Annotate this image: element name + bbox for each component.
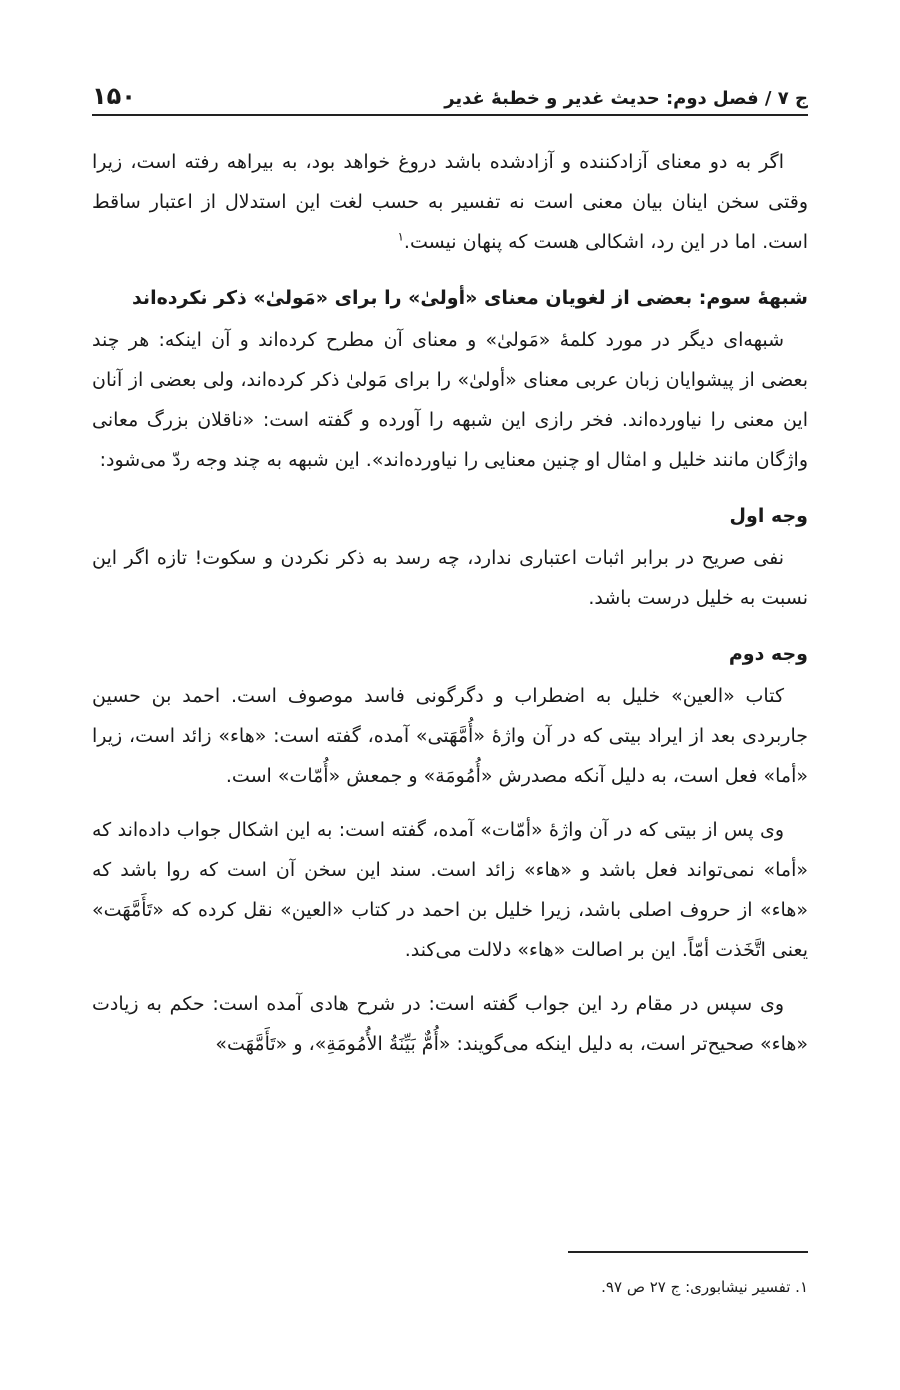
paragraph: شبهه‌ای دیگر در مورد کلمهٔ «مَولیٰ» و معنای آن مطرح کرده‌اند و آن اینکه: هر چند بعضی از پیشوایان زبان عربی معنای «أولیٰ» را برای مَولیٰ ذکر کرده‌اند، ولی بعضی از آنان این معنی را نیاورده‌اند. فخر رازی این شبهه را آورده و گفته است: «ناقلان بزرگ معانی واژگان مانند خلیل و امثال او چنین معنایی را نیاورده‌اند». این شبهه به چند وجه ردّ می‌شود: bbox=[92, 329, 808, 471]
footnote: ۱. تفسیر نیشابوری: ج ۲۷ ص ۹۷. bbox=[601, 1278, 808, 1296]
paragraph-text: اگر به دو معنای آزادکننده و آزادشده باشد دروغ خواهد بود، به بیراهه رفته است، زیرا وقتی سخن اینان بیان معنی است نه تفسیر به حسب لغت این استدلال از اعتبار ساقط است. اما در این رد، اشکالی هست که پنهان نیست. bbox=[92, 151, 808, 253]
footnote-divider bbox=[568, 1251, 808, 1253]
paragraph: نفی صریح در برابر اثبات اعتباری ندارد، چه رسد به ذکر نکردن و سکوت! تازه اگر این نسبت به خلیل درست باشد. bbox=[92, 547, 808, 609]
page-number: ۱۵۰ bbox=[92, 82, 136, 110]
section-heading: شبههٔ سوم: بعضی از لغویان معنای «أولیٰ» را برای «مَولیٰ» ذکر نکرده‌اند bbox=[131, 287, 808, 309]
footnote-reference: ۱ bbox=[397, 229, 404, 244]
page bbox=[92, 68, 808, 1064]
paragraph: کتاب «العین» خلیل به اضطراب و دگرگونی فاسد موصوف است. احمد بن حسین جاربردی بعد از ایراد بیتی که در آن واژهٔ «أُمَّهَتی» آمده، گفته است: «هاء» زائد است، زیرا «أما» فعل است، به دلیل آنکه مصدرش «أُمُومَة» و جمعش «أُمّات» است. bbox=[92, 685, 808, 787]
paragraph bbox=[92, 142, 808, 262]
subsection-heading: وجه دوم bbox=[728, 643, 808, 665]
body-text bbox=[92, 142, 808, 1064]
running-header bbox=[92, 68, 808, 116]
subsection-heading: وجه اول bbox=[729, 505, 808, 527]
paragraph: وی پس از بیتی که در آن واژهٔ «أمّات» آمده، گفته است: به این اشکال جواب داده‌اند که «أما» نمی‌تواند فعل باشد و «هاء» زائد است. سند این سخن آن است که روا باشد که «هاء» از حروف اصلی باشد، زیرا خلیل بن احمد در کتاب «العین» نقل کرده که «تَأَمَّهَت» یعنی اتَّخَذت أمّاً. این بر اصالت «هاء» دلالت می‌کند. bbox=[92, 819, 808, 961]
paragraph: وی سپس در مقام رد این جواب گفته است: در شرح هادی آمده است: حکم به زیادت «هاء» صحیح‌تر است، به دلیل اینکه می‌گویند: «أُمٌّ بَيِّنَةُ الأُمُومَةِ»، و «تَأَمَّهَت» bbox=[92, 993, 808, 1055]
chapter-title: ج ۷ / فصل دوم: حدیث غدیر و خطبهٔ غدیر bbox=[444, 88, 808, 109]
